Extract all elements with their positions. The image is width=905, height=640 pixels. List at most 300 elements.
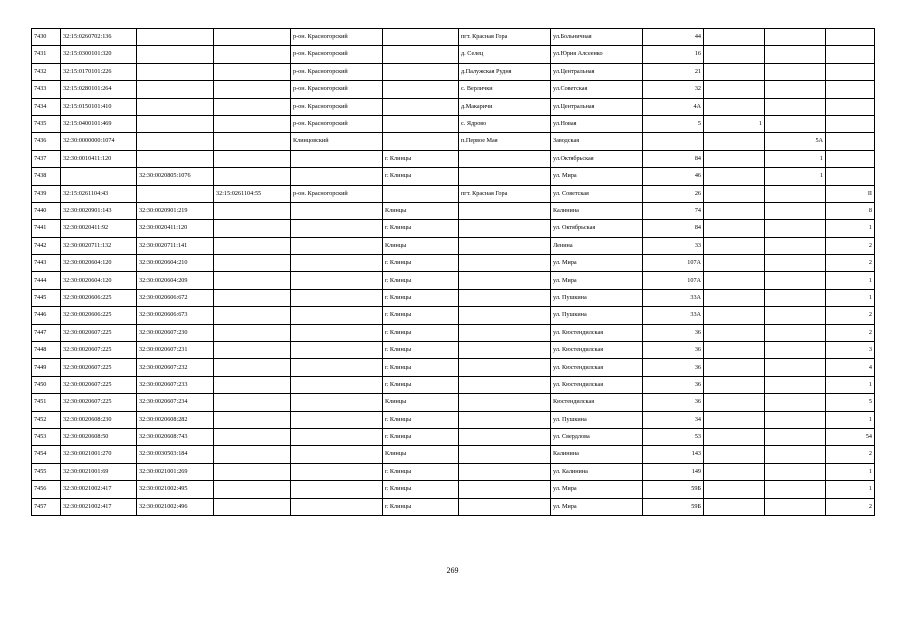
cell-settlement [459, 289, 551, 306]
table-row [32, 272, 875, 289]
cell-extra-cadastral-number [214, 446, 291, 463]
cell-building [704, 376, 765, 393]
cell-settlement [459, 168, 551, 185]
cell-extra-cadastral-number [214, 289, 291, 306]
cell-street: ул.Октябрьская [551, 150, 643, 167]
cell-flat [765, 115, 826, 132]
cell-street: ул. Свердлова [551, 428, 643, 445]
cell-building [704, 394, 765, 411]
cell-flat [765, 463, 826, 480]
cell-settlement [459, 307, 551, 324]
cell-flat [765, 498, 826, 515]
cell-extra-cadastral-number [214, 498, 291, 515]
cell-building [704, 29, 765, 46]
cell-city: г. Клинцы [383, 342, 459, 359]
table-row [32, 220, 875, 237]
cell-city: г. Клинцы [383, 359, 459, 376]
cell-room-cadastral-number [137, 115, 214, 132]
cell-district [291, 220, 383, 237]
cell-room-cadastral-number: 32:30:0021002:495 [137, 481, 214, 498]
cell-cadastral-number: 32:30:0020607:225 [61, 376, 137, 393]
cell-extra-cadastral-number [214, 324, 291, 341]
table-row [32, 255, 875, 272]
cell-extra-cadastral-number [214, 150, 291, 167]
cell-cadastral-number: 32:30:0020608:50 [61, 428, 137, 445]
cell-city: г. Клинцы [383, 289, 459, 306]
cell-extra-cadastral-number [214, 376, 291, 393]
cell-street: ул.Новая [551, 115, 643, 132]
cell-flat [765, 324, 826, 341]
cell-room [826, 81, 875, 98]
cell-flat: 1 [765, 168, 826, 185]
table-row [32, 168, 875, 185]
cell-room-cadastral-number [137, 63, 214, 80]
cell-room [826, 115, 875, 132]
cell-room [826, 168, 875, 185]
cell-district: р-он. Красногорский [291, 29, 383, 46]
cell-house: 33 [643, 237, 704, 254]
table-row [32, 150, 875, 167]
cell-extra-cadastral-number [214, 237, 291, 254]
cell-flat [765, 63, 826, 80]
cell-flat: 5А [765, 133, 826, 150]
cell-street: ул. Кюстендилская [551, 342, 643, 359]
cell-district: р-он. Красногорский [291, 98, 383, 115]
cell-room: II [826, 185, 875, 202]
cell-street: Калинина [551, 446, 643, 463]
cell-cadastral-number: 32:30:0020606:225 [61, 289, 137, 306]
cell-room [826, 150, 875, 167]
cell-district [291, 289, 383, 306]
cell-street: ул. Кюстендилская [551, 376, 643, 393]
table-row [32, 202, 875, 219]
cell-settlement: пгт. Красная Гора [459, 29, 551, 46]
cell-building [704, 463, 765, 480]
cell-district [291, 168, 383, 185]
cell-room-cadastral-number: 32:30:0020805:1076 [137, 168, 214, 185]
cell-flat [765, 342, 826, 359]
cell-room: 1 [826, 289, 875, 306]
cell-city [383, 63, 459, 80]
cell-building [704, 307, 765, 324]
cell-row-number: 7448 [32, 342, 61, 359]
cell-city: г. Клинцы [383, 255, 459, 272]
cell-city: г. Клинцы [383, 481, 459, 498]
cell-row-number: 7451 [32, 394, 61, 411]
cell-house: 21 [643, 63, 704, 80]
cell-room [826, 46, 875, 63]
cell-house: 74 [643, 202, 704, 219]
cell-city [383, 133, 459, 150]
cell-settlement [459, 446, 551, 463]
cell-cadastral-number: 32:30:0021002:417 [61, 498, 137, 515]
cell-district [291, 307, 383, 324]
cell-cadastral-number: 32:30:0020607:225 [61, 324, 137, 341]
cell-cadastral-number: 32:30:0020607:225 [61, 342, 137, 359]
cell-row-number: 7457 [32, 498, 61, 515]
cell-cadastral-number: 32:30:0020607:225 [61, 394, 137, 411]
cell-room-cadastral-number: 32:30:0020607:234 [137, 394, 214, 411]
cell-house: 44 [643, 29, 704, 46]
table-row [32, 463, 875, 480]
cell-city [383, 81, 459, 98]
cell-room-cadastral-number: 32:30:0020606:673 [137, 307, 214, 324]
table-row [32, 376, 875, 393]
cell-street: ул. Кюстендилская [551, 324, 643, 341]
cell-settlement [459, 150, 551, 167]
cell-settlement [459, 220, 551, 237]
cell-extra-cadastral-number [214, 394, 291, 411]
cell-building [704, 150, 765, 167]
cell-city: г. Клинцы [383, 307, 459, 324]
cell-house: 84 [643, 220, 704, 237]
cell-settlement [459, 463, 551, 480]
cell-flat [765, 46, 826, 63]
cell-house: 32 [643, 81, 704, 98]
cell-settlement [459, 202, 551, 219]
cell-row-number: 7436 [32, 133, 61, 150]
cell-room: 5 [826, 394, 875, 411]
cell-extra-cadastral-number [214, 307, 291, 324]
cell-building [704, 63, 765, 80]
cell-flat [765, 481, 826, 498]
cell-building [704, 481, 765, 498]
cell-district: р-он. Красногорский [291, 81, 383, 98]
cell-district: Клинцовский [291, 133, 383, 150]
table-row [32, 324, 875, 341]
cell-house: 84 [643, 150, 704, 167]
cell-street: ул. Мира [551, 498, 643, 515]
cell-row-number: 7438 [32, 168, 61, 185]
cell-extra-cadastral-number [214, 115, 291, 132]
cell-building [704, 220, 765, 237]
cell-flat [765, 202, 826, 219]
cell-street: ул.Центральная [551, 98, 643, 115]
table-row [32, 307, 875, 324]
cell-room: 2 [826, 324, 875, 341]
cell-row-number: 7445 [32, 289, 61, 306]
cell-extra-cadastral-number [214, 168, 291, 185]
cell-extra-cadastral-number [214, 46, 291, 63]
cell-room-cadastral-number: 32:30:0020604:209 [137, 272, 214, 289]
cell-house: 5 [643, 115, 704, 132]
page-number: 269 [446, 566, 459, 575]
cell-city: г. Клинцы [383, 498, 459, 515]
cell-building [704, 446, 765, 463]
cell-street: Заводская [551, 133, 643, 150]
cell-extra-cadastral-number [214, 481, 291, 498]
cell-city: г. Клинцы [383, 376, 459, 393]
cell-district [291, 411, 383, 428]
cell-room-cadastral-number: 32:30:0020604:210 [137, 255, 214, 272]
cell-street: ул. Мира [551, 481, 643, 498]
cell-street: ул. Мира [551, 255, 643, 272]
cell-street: ул. Мира [551, 272, 643, 289]
cell-cadastral-number: 32:30:0020411:92 [61, 220, 137, 237]
cell-house: 26 [643, 185, 704, 202]
cell-row-number: 7455 [32, 463, 61, 480]
cell-house: 59Б [643, 481, 704, 498]
cell-room-cadastral-number [137, 29, 214, 46]
cell-flat [765, 446, 826, 463]
cell-cadastral-number: 32:15:0150101:410 [61, 98, 137, 115]
cell-cadastral-number: 32:30:0020604:120 [61, 255, 137, 272]
table-row [32, 29, 875, 46]
cell-house: 149 [643, 463, 704, 480]
cell-settlement [459, 359, 551, 376]
cell-city: Клинцы [383, 446, 459, 463]
cell-room: 1 [826, 272, 875, 289]
cell-flat [765, 98, 826, 115]
cell-street: ул. Пушкина [551, 307, 643, 324]
cell-house: 59Б [643, 498, 704, 515]
cell-extra-cadastral-number [214, 133, 291, 150]
cell-settlement: п.Первое Мая [459, 133, 551, 150]
cell-building [704, 81, 765, 98]
cell-city [383, 98, 459, 115]
cell-row-number: 7430 [32, 29, 61, 46]
cell-settlement [459, 255, 551, 272]
table-row [32, 359, 875, 376]
cell-house: 36 [643, 359, 704, 376]
cell-street: ул. Октябрьская [551, 220, 643, 237]
cell-district [291, 481, 383, 498]
cell-extra-cadastral-number [214, 202, 291, 219]
cell-city: г. Клинцы [383, 168, 459, 185]
table-body [32, 29, 875, 516]
cell-flat [765, 428, 826, 445]
cell-cadastral-number [61, 168, 137, 185]
cell-row-number: 7440 [32, 202, 61, 219]
cell-room-cadastral-number: 32:30:0020711:141 [137, 237, 214, 254]
cell-room: 4 [826, 359, 875, 376]
cell-settlement [459, 272, 551, 289]
table-row [32, 115, 875, 132]
cell-street: ул. Пушкина [551, 411, 643, 428]
cell-room-cadastral-number: 32:30:0020607:230 [137, 324, 214, 341]
cell-building [704, 255, 765, 272]
cell-room: 2 [826, 237, 875, 254]
cell-extra-cadastral-number [214, 359, 291, 376]
cell-building [704, 272, 765, 289]
cell-settlement [459, 498, 551, 515]
cell-extra-cadastral-number: 32:15:0261104:55 [214, 185, 291, 202]
cell-house: 107А [643, 255, 704, 272]
cell-room-cadastral-number: 32:30:0020607:232 [137, 359, 214, 376]
table-row [32, 63, 875, 80]
cell-room-cadastral-number: 32:30:0020606:672 [137, 289, 214, 306]
cell-house [643, 133, 704, 150]
cell-flat [765, 411, 826, 428]
cell-settlement: д. Селец [459, 46, 551, 63]
cell-room-cadastral-number: 32:30:0020607:231 [137, 342, 214, 359]
cell-room-cadastral-number: 32:30:0020901:219 [137, 202, 214, 219]
cell-street: ул.Больничная [551, 29, 643, 46]
cell-row-number: 7437 [32, 150, 61, 167]
cell-room [826, 63, 875, 80]
cell-flat [765, 376, 826, 393]
cell-settlement: с. Ядрово [459, 115, 551, 132]
cell-street: ул.Советская [551, 81, 643, 98]
cell-flat [765, 307, 826, 324]
cell-room-cadastral-number: 32:30:0020607:233 [137, 376, 214, 393]
cell-city: Клинцы [383, 394, 459, 411]
cell-cadastral-number: 32:15:0400101:469 [61, 115, 137, 132]
cell-row-number: 7446 [32, 307, 61, 324]
cell-district [291, 498, 383, 515]
cell-extra-cadastral-number [214, 255, 291, 272]
cell-city: Клинцы [383, 202, 459, 219]
cell-settlement [459, 481, 551, 498]
cell-cadastral-number: 32:30:0020604:120 [61, 272, 137, 289]
cell-city [383, 46, 459, 63]
cell-district [291, 376, 383, 393]
cell-settlement [459, 342, 551, 359]
cell-house: 36 [643, 342, 704, 359]
cell-cadastral-number: 32:30:0020711:132 [61, 237, 137, 254]
cell-house: 107А [643, 272, 704, 289]
cell-flat [765, 237, 826, 254]
cell-settlement [459, 376, 551, 393]
cell-cadastral-number: 32:30:0020901:143 [61, 202, 137, 219]
cell-flat [765, 185, 826, 202]
cell-row-number: 7456 [32, 481, 61, 498]
cell-row-number: 7453 [32, 428, 61, 445]
cell-extra-cadastral-number [214, 81, 291, 98]
cell-extra-cadastral-number [214, 463, 291, 480]
cell-settlement [459, 324, 551, 341]
cell-city: г. Клинцы [383, 150, 459, 167]
cell-house: 36 [643, 324, 704, 341]
cell-row-number: 7442 [32, 237, 61, 254]
cell-building [704, 202, 765, 219]
cell-building [704, 46, 765, 63]
cell-extra-cadastral-number [214, 411, 291, 428]
cell-house: 16 [643, 46, 704, 63]
cell-district [291, 237, 383, 254]
cell-city [383, 29, 459, 46]
cell-cadastral-number: 32:30:0020606:225 [61, 307, 137, 324]
cell-room-cadastral-number: 32:30:0030503:184 [137, 446, 214, 463]
table-row [32, 133, 875, 150]
cell-flat [765, 394, 826, 411]
cell-cadastral-number: 32:15:0260702:136 [61, 29, 137, 46]
cell-building [704, 342, 765, 359]
table-row [32, 394, 875, 411]
cell-street: Кюстендилская [551, 394, 643, 411]
cell-cadastral-number: 32:30:0021001:69 [61, 463, 137, 480]
cell-settlement: д.Макаричи [459, 98, 551, 115]
cell-row-number: 7452 [32, 411, 61, 428]
cell-flat [765, 29, 826, 46]
cell-room [826, 29, 875, 46]
cell-row-number: 7431 [32, 46, 61, 63]
cell-settlement [459, 237, 551, 254]
cell-settlement [459, 428, 551, 445]
cell-house: 143 [643, 446, 704, 463]
cell-street: ул. Калинина [551, 463, 643, 480]
cell-street: ул. Пушкина [551, 289, 643, 306]
cell-building: 1 [704, 115, 765, 132]
cell-room: 1 [826, 463, 875, 480]
cell-district [291, 342, 383, 359]
cell-district [291, 446, 383, 463]
cell-flat [765, 289, 826, 306]
cell-cadastral-number: 32:30:0021002:417 [61, 481, 137, 498]
cell-street: ул. Мира [551, 168, 643, 185]
cell-row-number: 7433 [32, 81, 61, 98]
cell-district [291, 324, 383, 341]
cell-room: 1 [826, 376, 875, 393]
cell-house: 46 [643, 168, 704, 185]
cell-room: 2 [826, 446, 875, 463]
table-row [32, 46, 875, 63]
cell-extra-cadastral-number [214, 272, 291, 289]
cell-building [704, 411, 765, 428]
cell-district [291, 394, 383, 411]
cell-city: г. Клинцы [383, 463, 459, 480]
cell-street: ул. Советская [551, 185, 643, 202]
table-row [32, 81, 875, 98]
cell-street: ул.Центральная [551, 63, 643, 80]
cell-city: г. Клинцы [383, 220, 459, 237]
cell-extra-cadastral-number [214, 220, 291, 237]
cell-room: 1 [826, 481, 875, 498]
cell-room: 2 [826, 255, 875, 272]
cell-city: Клинцы [383, 237, 459, 254]
cell-settlement [459, 394, 551, 411]
table-row [32, 498, 875, 515]
cell-street: Калинина [551, 202, 643, 219]
cell-room-cadastral-number [137, 185, 214, 202]
cell-settlement: с. Верлички [459, 81, 551, 98]
cell-district [291, 428, 383, 445]
cell-street: ул. Кюстендилская [551, 359, 643, 376]
cell-flat [765, 81, 826, 98]
cell-house: 36 [643, 394, 704, 411]
cell-building [704, 185, 765, 202]
cell-extra-cadastral-number [214, 98, 291, 115]
cell-district: р-он. Красногорский [291, 115, 383, 132]
cell-room: 1 [826, 220, 875, 237]
cell-extra-cadastral-number [214, 342, 291, 359]
cell-room: 54 [826, 428, 875, 445]
cell-room: 2 [826, 307, 875, 324]
cell-row-number: 7432 [32, 63, 61, 80]
cell-extra-cadastral-number [214, 63, 291, 80]
cell-street: ул.Юрия Алсеенко [551, 46, 643, 63]
table-row [32, 342, 875, 359]
cell-cadastral-number: 32:15:0280101:264 [61, 81, 137, 98]
table-row [32, 237, 875, 254]
cell-extra-cadastral-number [214, 29, 291, 46]
cell-building [704, 98, 765, 115]
cell-extra-cadastral-number [214, 428, 291, 445]
cell-flat [765, 255, 826, 272]
cell-building [704, 237, 765, 254]
cell-flat [765, 272, 826, 289]
cell-room-cadastral-number: 32:30:0021002:496 [137, 498, 214, 515]
cell-room-cadastral-number [137, 150, 214, 167]
cell-building [704, 168, 765, 185]
cell-cadastral-number: 32:15:0261104:43 [61, 185, 137, 202]
cell-cadastral-number: 32:30:0020607:225 [61, 359, 137, 376]
cell-city [383, 185, 459, 202]
table-row [32, 289, 875, 306]
cell-room: 2 [826, 498, 875, 515]
cell-building [704, 428, 765, 445]
cell-building [704, 498, 765, 515]
